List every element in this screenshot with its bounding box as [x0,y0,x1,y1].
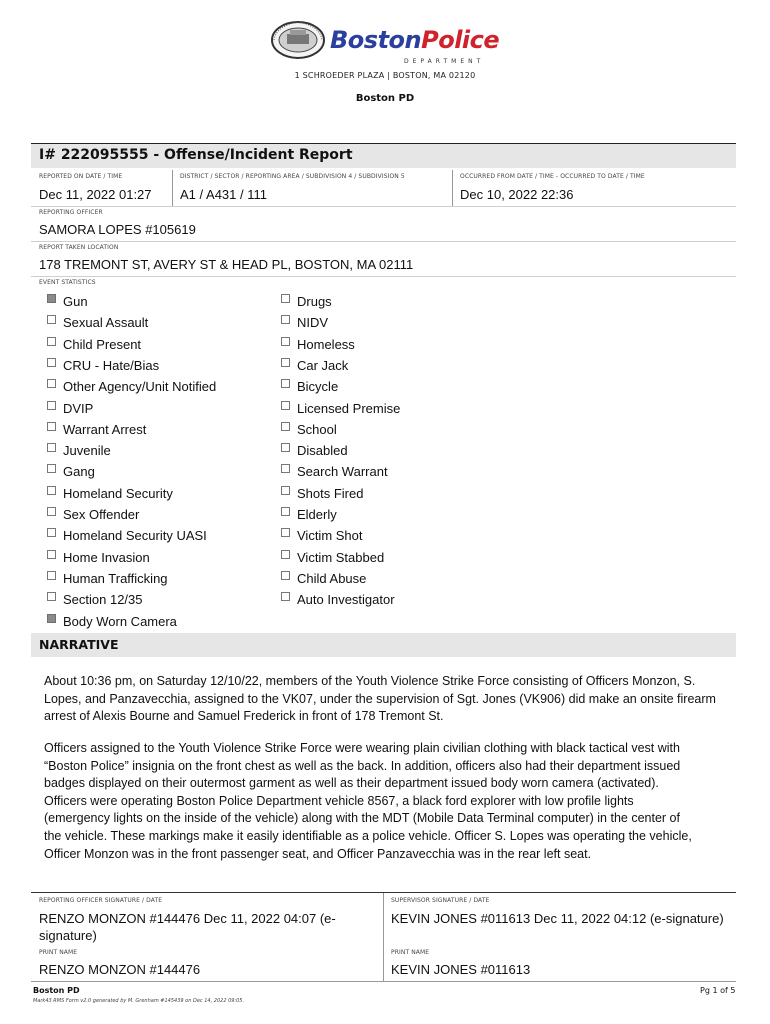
divider [172,170,173,206]
event-stat-label: Human Trafficking [63,570,168,586]
unchecked-checkbox[interactable] [281,443,290,452]
unchecked-checkbox[interactable] [47,337,56,346]
event-stat-label: Licensed Premise [297,400,401,416]
event-stat-label: Body Worn Camera [63,613,177,629]
event-stat-label: Shots Fired [297,485,364,501]
event-stat-label: DVIP [63,400,94,416]
department-seal-icon [270,20,326,60]
department-address: 1 SCHROEDER PLAZA | BOSTON, MA 02120 [294,71,476,80]
divider [31,276,736,277]
event-stat-label: Sexual Assault [63,315,149,331]
event-stat-label: Homeland Security UASI [63,528,207,544]
reporting-print-value: RENZO MONZON #144476 [39,962,201,977]
unchecked-checkbox[interactable] [281,571,290,580]
narrative-line: Officer Monzon was in the front passenger seat, and Officer Panzavecchia was in the rear left seat. [44,846,592,861]
reporting-signature-label: REPORTING OFFICER SIGNATURE / DATE [39,897,163,904]
report-title-bar [31,143,736,168]
event-stat-label: Gang [63,464,95,480]
location-value: 178 TREMONT ST, AVERY ST & HEAD PL, BOSTON, MA 02111 [39,257,414,272]
report-title: I# 222095555 - Offense/Incident Report [39,147,353,163]
narrative-heading: NARRATIVE [39,637,119,652]
checked-checkbox[interactable] [47,614,56,623]
reported-on-label: REPORTED ON DATE / TIME [39,173,123,180]
narrative-paragraph-2 [44,740,734,863]
occurred-value: Dec 10, 2022 22:36 [460,187,574,202]
narrative-line: “Boston Police” insignia on the front chest as well as the back. In addition, officers also had their department issued [44,758,681,773]
divider [383,893,384,981]
unchecked-checkbox[interactable] [47,379,56,388]
narrative-line: the vehicle. These markings make it easily identifiable as a police vehicle. Officer S. Lopes was operating the vehicle, [44,828,692,843]
narrative-line: Officers assigned to the Youth Violence Strike Force were wearing plain civilian clothing with black tactical vest with [44,741,680,755]
event-stat-label: Victim Shot [297,528,363,544]
event-stat-label: Gun [63,294,88,309]
unchecked-checkbox[interactable] [281,464,290,473]
district-label: DISTRICT / SECTOR / REPORTING AREA / SUBDIVISION 4 / SUBDIVISION 5 [180,173,405,180]
event-stat-label: Child Abuse [297,570,367,586]
unchecked-checkbox[interactable] [281,337,290,346]
divider [31,981,736,982]
narrative-line: badges displayed on their outermost garment as well as their department issued body worn camera (activated). [44,776,659,791]
narrative-paragraph-1 [44,673,734,726]
supervisor-print-value: KEVIN JONES #011613 [391,962,531,977]
reporting-officer-value: SAMORA LOPES #105619 [39,222,196,237]
event-stat-label: Home Invasion [63,549,150,565]
unchecked-checkbox[interactable] [281,358,290,367]
reporting-print-label: PRINT NAME [39,949,78,956]
unchecked-checkbox[interactable] [281,294,290,303]
unchecked-checkbox[interactable] [47,571,56,580]
event-stat-label: Auto Investigator [297,592,395,608]
event-stat-label: Car Jack [297,357,349,373]
unchecked-checkbox[interactable] [281,315,290,324]
narrative-line: arrest of Alexis Bourne and Samuel Frederick in front of 178 Tremont St. [44,709,444,724]
unchecked-checkbox[interactable] [47,401,56,410]
reporting-signature-value-line1: RENZO MONZON #144476 Dec 11, 2022 04:07 (e- [39,911,336,926]
event-stat-label: Elderly [297,507,337,522]
narrative-line: Lopes, and Panzavecchia, assigned to the VK07, under the supervision of Sgt. Jones (VK906) did make an onsite firearm [44,691,716,706]
unchecked-checkbox[interactable] [47,358,56,367]
event-stat-label: Drugs [297,294,332,309]
reported-on-value: Dec 11, 2022 01:27 [39,187,152,202]
page-header [0,14,770,114]
agency-name: Boston PD [355,93,415,104]
unchecked-checkbox[interactable] [281,528,290,537]
brand-logo-part2: Police [421,26,500,54]
event-stats-label: EVENT STATISTICS [39,279,96,286]
unchecked-checkbox[interactable] [47,507,56,516]
supervisor-signature-value: KEVIN JONES #011613 Dec 11, 2022 04:12 (e-signature) [391,911,724,926]
event-stat-label: Warrant Arrest [63,421,147,437]
event-stat-label: School [297,421,337,437]
location-label: REPORT TAKEN LOCATION [39,244,119,251]
unchecked-checkbox[interactable] [281,379,290,388]
event-stat-label: Search Warrant [297,464,388,480]
reporting-signature-value-line2: signature) [39,928,97,943]
reporting-officer-label: REPORTING OFFICER [39,209,103,216]
unchecked-checkbox[interactable] [281,486,290,495]
divider [31,206,736,207]
footer-agency: Boston PD [33,986,80,995]
supervisor-signature-label: SUPERVISOR SIGNATURE / DATE [391,897,490,904]
page-number: Pg 1 of 5 [700,986,736,995]
event-stat-label: Homeland Security [63,485,173,501]
event-stat-label: Section 12/35 [63,592,143,608]
event-stat-label: Bicycle [297,379,339,395]
unchecked-checkbox[interactable] [47,443,56,452]
unchecked-checkbox[interactable] [47,550,56,559]
unchecked-checkbox[interactable] [47,592,56,601]
footer-generated-note: Mark43 RMS Form v2.0 generated by M. Grenham #145439 on Dec 14, 2022 09:05. [33,998,245,1004]
unchecked-checkbox[interactable] [281,592,290,601]
divider [452,170,453,206]
unchecked-checkbox[interactable] [47,486,56,495]
event-stat-label: Disabled [297,443,348,459]
event-stat-label: NIDV [297,315,329,331]
occurred-label: OCCURRED FROM DATE / TIME - OCCURRED TO DATE / TIME [460,173,645,180]
supervisor-print-label: PRINT NAME [391,949,430,956]
unchecked-checkbox[interactable] [281,401,290,410]
checked-checkbox[interactable] [47,294,56,303]
event-stat-label: Child Present [63,336,142,352]
event-stat-label: Sex Offender [63,507,140,522]
district-value: A1 / A431 / 111 [180,187,267,202]
event-stat-label: CRU - Hate/Bias [63,357,160,373]
unchecked-checkbox[interactable] [281,507,290,516]
event-stat-label: Homeless [297,336,355,352]
unchecked-checkbox[interactable] [47,422,56,431]
narrative-line: (emergency lights on the inside of the vehicle) along with the MDT (Mobile Data Terminal computer) in the center of [44,811,680,826]
unchecked-checkbox[interactable] [281,422,290,431]
narrative-line: About 10:36 pm, on Saturday 12/10/22, members of the Youth Violence Strike Force consisting of Officers Monzon, S. [44,674,696,688]
brand-subtitle: DEPARTMENT [404,58,485,65]
unchecked-checkbox[interactable] [47,464,56,473]
event-stat-label: Victim Stabbed [297,549,385,565]
event-stat-label: Other Agency/Unit Notified [63,379,217,395]
unchecked-checkbox[interactable] [47,528,56,537]
unchecked-checkbox[interactable] [47,315,56,324]
narrative-line: Officers were operating Boston Police Department vehicle 8567, a black ford explorer with low profile lights [44,793,634,808]
event-stat-label: Juvenile [63,443,111,459]
brand-logo-part1: Boston [330,26,422,54]
divider [31,241,736,242]
narrative-bar [31,633,736,657]
brand-logo [330,26,499,54]
unchecked-checkbox[interactable] [281,550,290,559]
